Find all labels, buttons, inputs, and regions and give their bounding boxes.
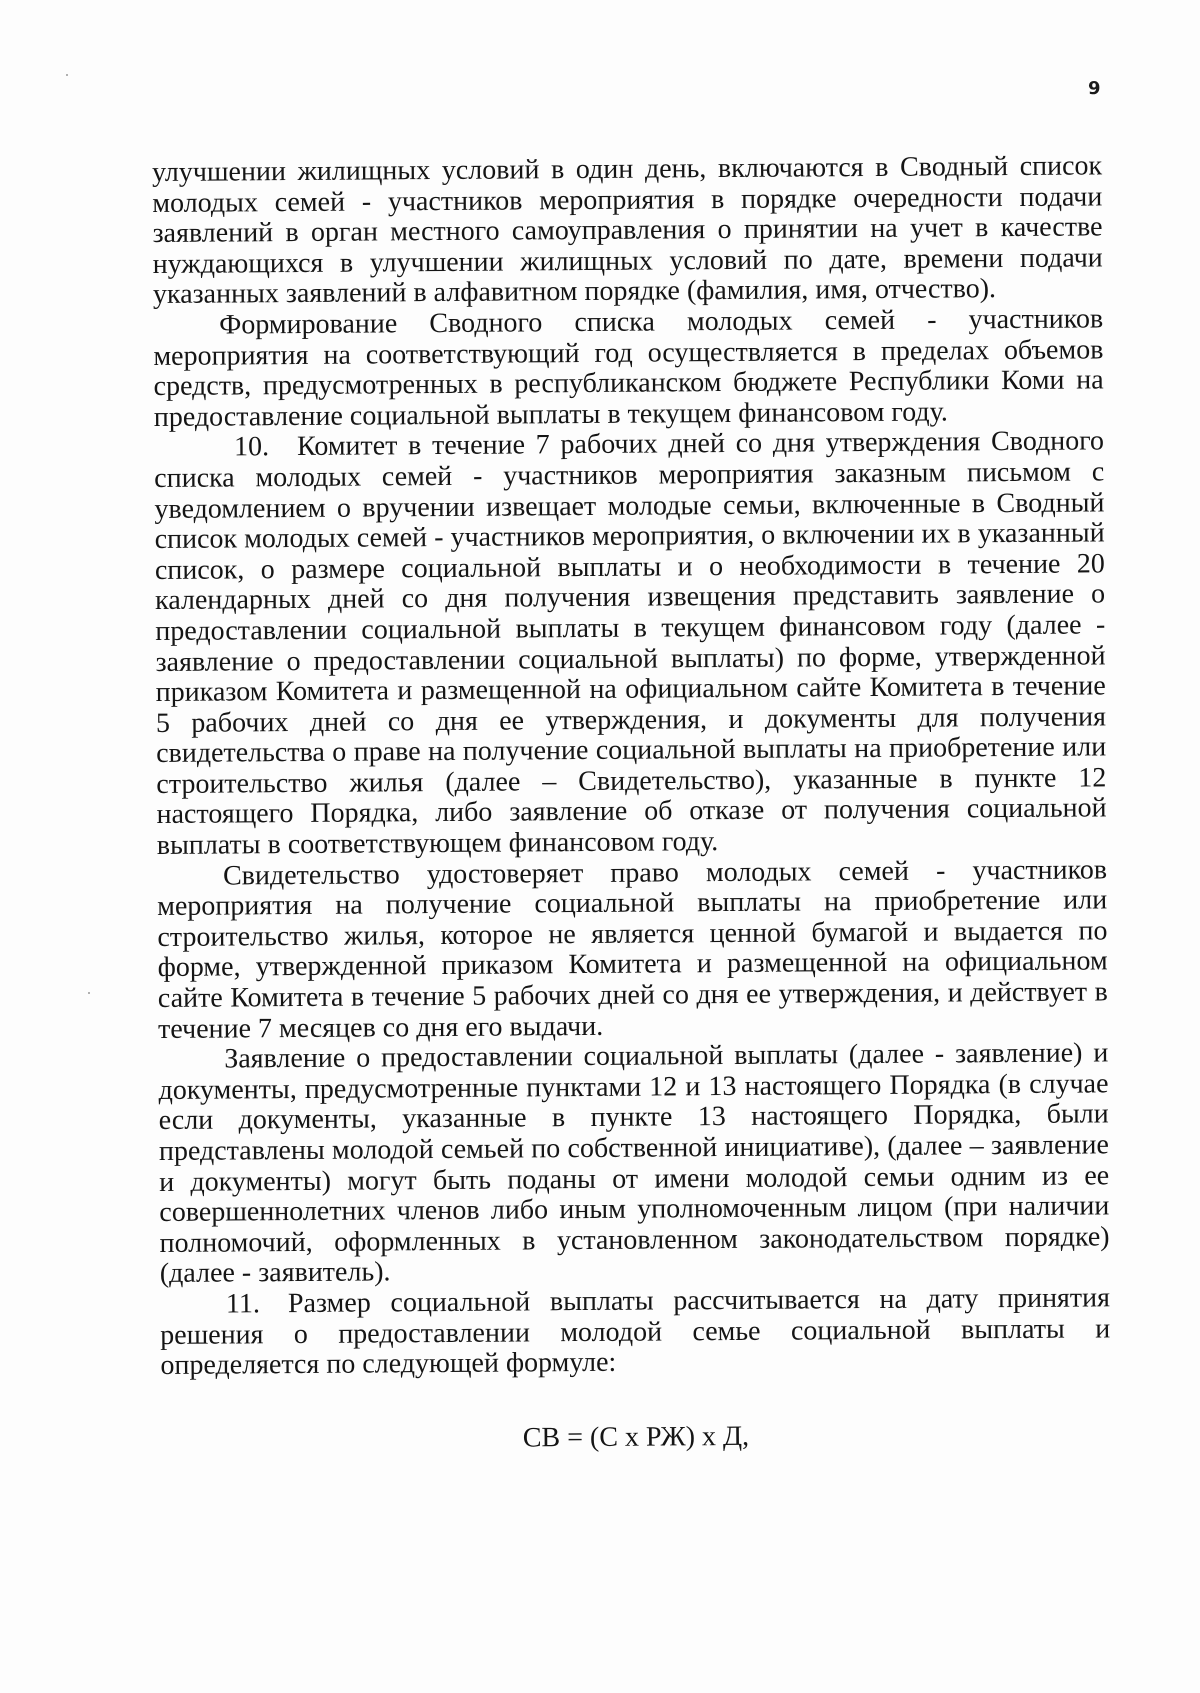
paragraph-continuation: улучшении жилищных условий в один день, включаются в Сводный список молодых семей - участников мероприятия в порядке очередности подачи заявлений в орган местного самоуправления о принятии на учет в качестве нуждающихся в улучшении жилищных условий по дате, времени подачи указанных заявлений в алфавитном порядке (фамилия, имя, отчество). [151, 150, 1103, 311]
scan-speck [88, 992, 90, 994]
paragraph-item-10: 10. Комитет в течение 7 рабочих дней со дня утверждения Сводного списка молодых семей - участников мероприятия заказным письмом с уведомлением о вручении извещает молодые семьи, включенные в Сводный список молодых семей - участников мероприятия, о включении их в указанный список, о размере социальной выплаты и о необходимости в течение 20 календарных дней со дня получения извещения представить заявление о предоставлении социальной выплаты в текущем финансовом году (далее - заявление о предоставлении социальной выплаты) по форме, утвержденной приказом Комитета и размещенной на официальном сайте Комитета в течение 5 рабочих дней со дня ее утверждения, и документы для получения свидетельства о праве на получение социальной выплаты на приобретение или строительство жилья (далее – Свидетельство), указанные в пункте 12 настоящего Порядка, либо заявление об отказе от получения социальной выплаты в соответствующем финансовом году. [154, 425, 1107, 862]
formula: СВ = (С х РЖ) х Д, [522, 1420, 750, 1454]
document-body [152, 151, 1111, 1456]
paragraph-certificate: Свидетельство удостоверяет право молодых семей - участников мероприятия на получение социальной выплаты на приобретение или строительство жилья, которое не является ценной бумагой и выдается по форме, утвержденной приказом Комитета и размещенной на официальном сайте Комитета в течение 5 рабочих дней со дня ее утверждения, и действует в течение 7 месяцев со дня его выдачи. [157, 854, 1108, 1045]
paragraph-item-11: 11. Размер социальной выплаты рассчитывается на дату принятия решения о предоставлении молодой семье социальной выплаты и определяется по следующей формуле: [160, 1282, 1111, 1382]
page-number: 9 [1088, 78, 1101, 99]
paragraph-summary-list-formation: Формирование Сводного списка молодых семей - участников мероприятия на соответствующий год осуществляется в пределах объемов средств, предусмотренных в республиканском бюджете Республики Коми на предоставление социальной выплаты в текущем финансовом году. [153, 303, 1104, 433]
scan-speck [66, 74, 68, 76]
paragraph-application: Заявление о предоставлении социальной выплаты (далее - заявление) и документы, предусмотренные пунктами 12 и 13 настоящего Порядка (в случае если документы, указанные в пункте 13 настоящего Порядка, были представлены молодой семьей по собственной инициативе), (далее – заявление и документы) могут быть поданы от имени молодой семьи одним из ее совершеннолетних членов либо иным уполномоченным лицом (при наличии полномочий, оформленных в установленном законодательством порядке) (далее - заявитель). [158, 1037, 1110, 1290]
